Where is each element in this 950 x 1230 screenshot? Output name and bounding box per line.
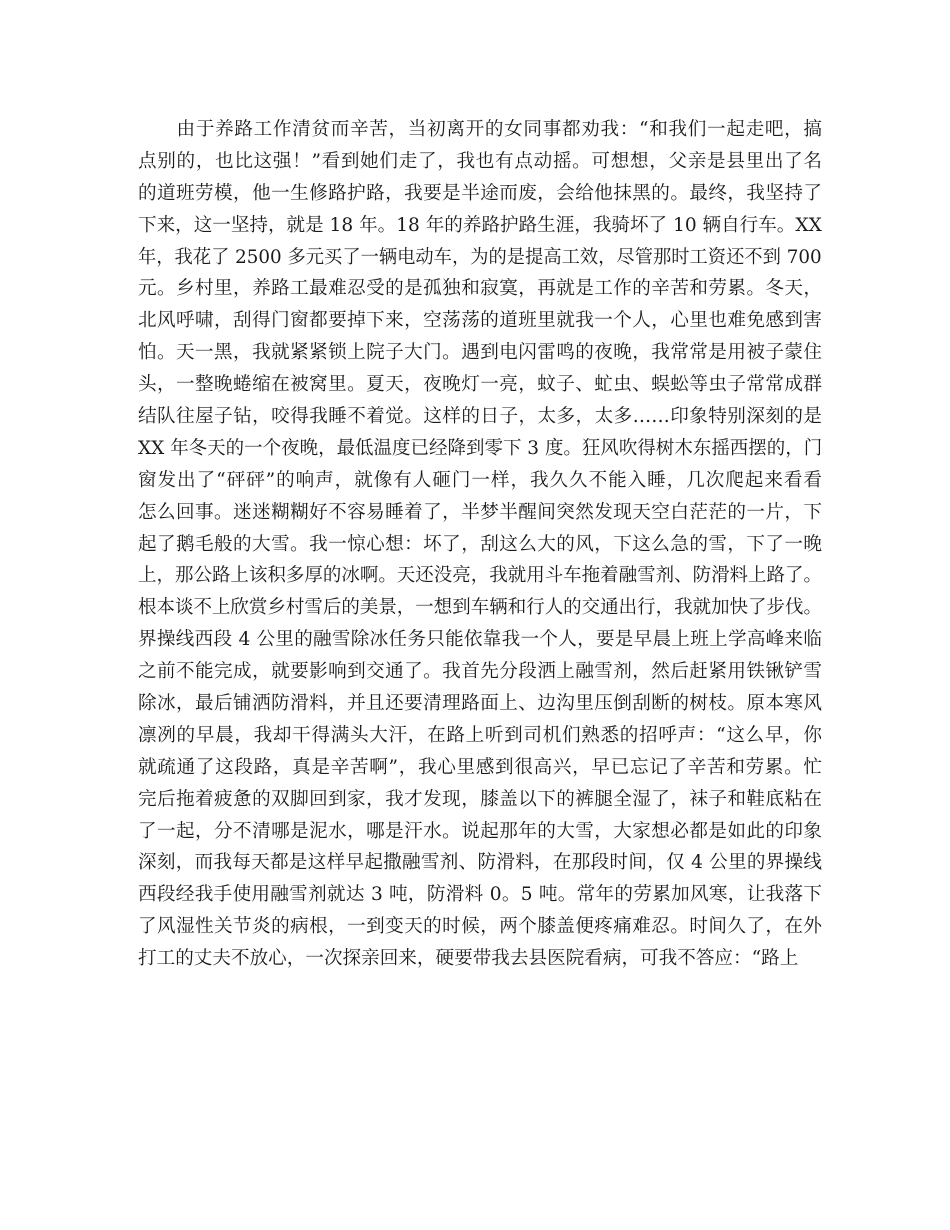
text-line-5: 年，我花了 2500 多元买了一辆电动车，为的是提高工效，尽管那时工资还不到 700 [138, 246, 822, 268]
text-line-4: 下来，这一坚持，就是 18 年。18 年的养路护路生涯，我骑坏了 10 辆自行车。XX [138, 214, 822, 236]
text-line-18: 之前不能完成，就要影响到交通了。我首先分段洒上融雪剂，然后赶紧用铁锹铲雪 [138, 661, 822, 683]
text-line-6: 元。乡村里，养路工最难忍受的是孤独和寂寞，再就是工作的辛苦和劳累。冬天， [138, 278, 822, 300]
text-line-23: 了一起，分不清哪是泥水，哪是汗水。说起那年的大雪，大家想必都是如此的印象 [138, 820, 822, 842]
text-line-19: 除冰，最后铺洒防滑料，并且还要清理路面上、边沟里压倒刮断的树枝。原本寒风 [138, 693, 822, 715]
text-line-14: 起了鹅毛般的大雪。我一惊心想：坏了，刮这么大的风，下这么急的雪，下了一晚 [138, 533, 822, 555]
text-line-10: 结队往屋子钻，咬得我睡不着觉。这样的日子，太多，太多……印象特别深刻的是 [138, 406, 822, 428]
text-line-2: 点别的，也比这强！”看到她们走了，我也有点动摇。可想想，父亲是县里出了名 [138, 150, 822, 172]
text-line-24: 深刻，而我每天都是这样早起撒融雪剂、防滑料，在那段时间，仅 4 公里的界操线 [138, 852, 822, 874]
text-line-3: 的道班劳模，他一生修路护路，我要是半途而废，会给他抹黑的。最终，我坚持了 [138, 182, 822, 204]
text-line-11: XX 年冬天的一个夜晚，最低温度已经降到零下 3 度。狂风吹得树木东摇西摆的，门 [138, 437, 823, 459]
text-line-22: 完后拖着疲惫的双脚回到家，我才发现，膝盖以下的裤腿全湿了，袜子和鞋底粘在 [138, 788, 822, 810]
text-line-21: 就疏通了这段路，真是辛苦啊”，我心里感到很高兴，早已忘记了辛苦和劳累。忙 [138, 756, 822, 778]
text-line-17: 界操线西段 4 公里的融雪除冰任务只能依靠我一个人，要是早晨上班上学高峰来临 [138, 629, 822, 651]
text-line-15: 上，那公路上该积多厚的冰啊。天还没亮，我就用斗车拖着融雪剂、防滑料上路了。 [138, 565, 822, 587]
text-line-25: 西段经我手使用融雪剂就达 3 吨，防滑料 0。5 吨。常年的劳累加风寒，让我落下 [138, 884, 822, 906]
text-line-20: 凛冽的早晨，我却干得满头大汗，在路上听到司机们熟悉的招呼声：“这么早，你 [138, 724, 822, 746]
body-text [138, 114, 822, 975]
text-line-1: 由于养路工作清贫而辛苦，当初离开的女同事都劝我：“和我们一起走吧，搞 [138, 119, 822, 140]
text-line-13: 怎么回事。迷迷糊糊好不容易睡着了，半梦半醒间突然发现天空白茫茫的一片，下 [138, 501, 822, 523]
text-line-8: 怕。天一黑，我就紧紧锁上院子大门。遇到电闪雷鸣的夜晚，我常常是用被子蒙住 [138, 342, 822, 364]
text-line-16: 根本谈不上欣赏乡村雪后的美景，一想到车辆和行人的交通出行，我就加快了步伐。 [138, 597, 822, 619]
text-line-12: 窗发出了“砰砰”的响声，就像有人砸门一样，我久久不能入睡，几次爬起来看看 [138, 469, 822, 491]
text-line-9: 头，一整晚蜷缩在被窝里。夏天，夜晚灯一亮，蚊子、虻虫、蜈蚣等虫子常常成群 [138, 374, 822, 396]
text-line-26: 了风湿性关节炎的病根，一到变天的时候，两个膝盖便疼痛难忍。时间久了，在外 [138, 916, 822, 938]
text-line-27: 打工的丈夫不放心，一次探亲回来，硬要带我去县医院看病，可我不答应：“路上 [138, 948, 799, 970]
text-line-7: 北风呼啸，刮得门窗都要掉下来，空荡荡的道班里就我一个人，心里也难免感到害 [138, 310, 822, 332]
